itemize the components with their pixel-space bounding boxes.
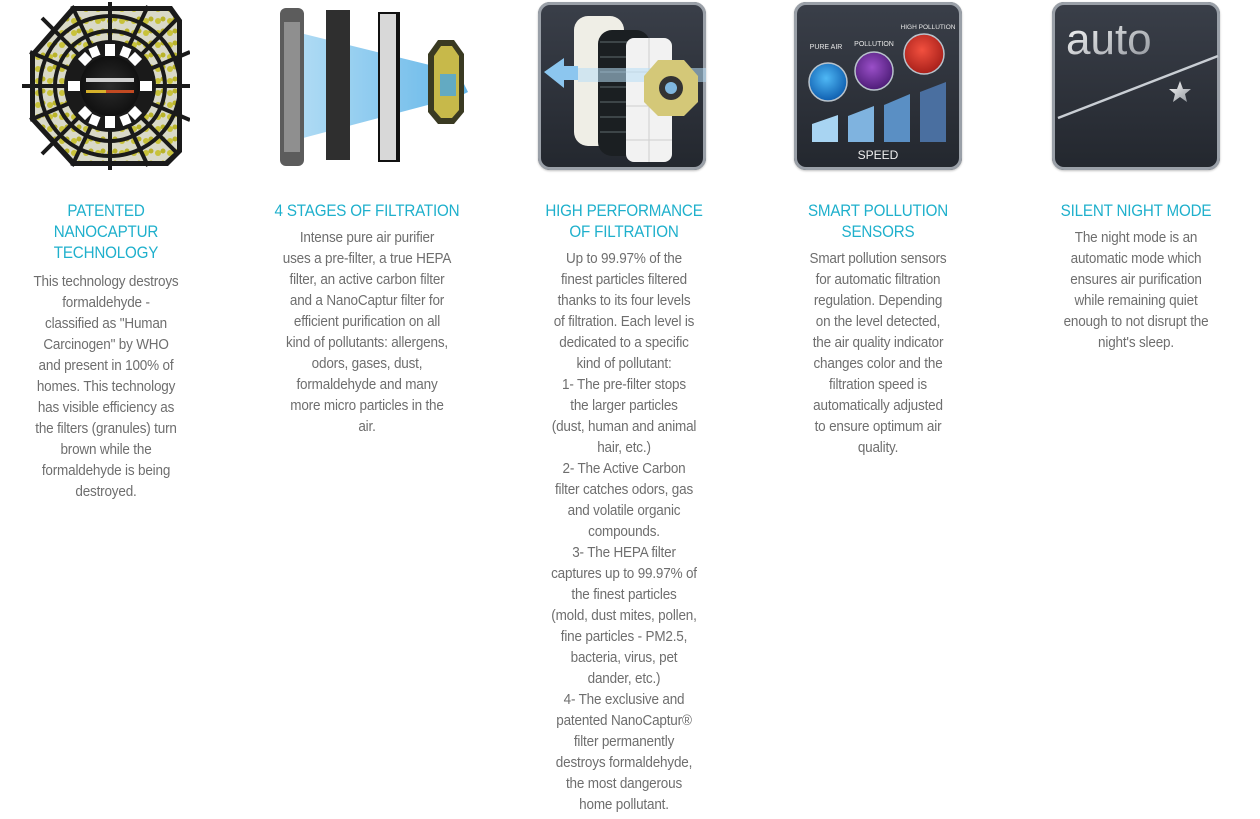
- description-line: captures up to 99.97% of: [551, 565, 697, 582]
- nanocaptur-filter-image: [22, 2, 190, 170]
- description-line: regulation. Depending: [813, 292, 943, 309]
- description-line: formaldehyde is being: [41, 462, 171, 479]
- description-line: formaldehyde -: [62, 294, 150, 311]
- description-line: destroyed.: [75, 483, 137, 500]
- high-performance-filtration-image: [538, 2, 706, 170]
- feature-title: [270, 201, 463, 222]
- pollution-indicator: [855, 52, 893, 90]
- description-line: odors, gases, dust,: [311, 355, 423, 372]
- title-line: TECHNOLOGY: [53, 244, 159, 262]
- description-line: to ensure optimum air: [814, 418, 942, 435]
- description-line: the finest particles: [571, 586, 677, 603]
- description-line: dander, etc.): [587, 670, 661, 687]
- description-line: filtration speed is: [829, 376, 927, 393]
- description-line: 3- The HEPA filter: [572, 544, 676, 561]
- description-line: night's sleep.: [1098, 334, 1174, 351]
- description-line: kind of pollutant:: [576, 355, 672, 372]
- description-line: This technology destroys: [33, 273, 179, 290]
- feature-title: [1044, 201, 1228, 222]
- description-line: on the level detected,: [815, 313, 941, 330]
- description-line: automatic mode which: [1070, 250, 1202, 267]
- description-line: quality.: [857, 439, 899, 456]
- description-line: fine particles - PM2.5,: [560, 628, 688, 645]
- description-line: homes. This technology: [36, 378, 176, 395]
- description-line: patented NanoCaptur®: [556, 712, 692, 729]
- pure-air-label: PURE AIR: [809, 44, 843, 51]
- speed-level-2: [848, 106, 874, 142]
- title-line: SILENT NIGHT MODE: [1060, 202, 1212, 220]
- high-pollution-label: HIGH POLLUTION: [900, 24, 956, 31]
- feature-description: [18, 271, 194, 502]
- description-line: hair, etc.): [597, 439, 651, 456]
- description-line: uses a pre-filter, a true HEPA: [282, 250, 452, 267]
- description-line: Intense pure air purifier: [299, 229, 435, 246]
- night-mode-image: [1052, 2, 1220, 170]
- description-line: automatically adjusted: [813, 397, 943, 414]
- feature-description: [1046, 227, 1226, 353]
- title-line: OF FILTRATION: [569, 223, 679, 241]
- speed-level-1: [812, 115, 838, 142]
- title-line: SENSORS: [841, 223, 915, 241]
- description-line: more micro particles in the: [290, 397, 444, 414]
- description-line: formaldehyde and many: [296, 376, 438, 393]
- speed-level-4: [920, 82, 946, 142]
- description-line: the most dangerous: [565, 775, 683, 792]
- description-line: home pollutant.: [579, 796, 669, 813]
- description-line: (mold, dust mites, pollen,: [551, 607, 697, 624]
- description-line: and present in 100% of: [38, 357, 174, 374]
- four-stage-filters-image: [258, 2, 478, 170]
- description-line: for automatic filtration: [815, 271, 941, 288]
- description-line: ensures air purification: [1070, 271, 1202, 288]
- pollution-label: POLLUTION: [854, 41, 894, 48]
- feature-description: [790, 248, 966, 458]
- description-line: (dust, human and animal: [551, 418, 697, 435]
- description-line: has visible efficiency as: [37, 399, 175, 416]
- description-line: the filters (granules) turn: [35, 420, 177, 437]
- title-line: PATENTED: [67, 202, 145, 220]
- description-line: of filtration. Each level is: [553, 313, 695, 330]
- description-line: finest particles filtered: [560, 271, 688, 288]
- feature-description: [273, 227, 462, 437]
- pure-air-indicator: [809, 63, 847, 101]
- description-line: 4- The exclusive and: [563, 691, 685, 708]
- speed-label: SPEED: [857, 148, 899, 162]
- description-line: filter catches odors, gas: [554, 481, 694, 498]
- auto-label: auto: [1066, 15, 1152, 64]
- description-line: while remaining quiet: [1074, 292, 1198, 309]
- description-line: Carcinogen" by WHO: [43, 336, 169, 353]
- description-line: air.: [358, 418, 376, 435]
- feature-title: [16, 201, 196, 264]
- description-line: filter permanently: [573, 733, 675, 750]
- description-line: classified as "Human: [44, 315, 168, 332]
- description-line: and a NanoCaptur filter for: [289, 292, 445, 309]
- description-line: 1- The pre-filter stops: [562, 376, 686, 393]
- title-line: SMART POLLUTION: [807, 202, 949, 220]
- description-line: efficient purification on all: [293, 313, 441, 330]
- feature-title: [534, 201, 714, 243]
- description-line: brown while the: [60, 441, 152, 458]
- description-line: enough to not disrupt the: [1063, 313, 1209, 330]
- title-line: 4 STAGES OF FILTRATION: [274, 202, 460, 220]
- pollution-sensor-panel-image: [794, 2, 962, 170]
- star-icon: [1169, 81, 1191, 102]
- high-pollution-indicator: [904, 34, 944, 74]
- title-line: NANOCAPTUR: [53, 223, 159, 241]
- description-line: The night mode is an: [1074, 229, 1198, 246]
- description-line: and volatile organic: [567, 502, 681, 519]
- description-line: destroys formaldehyde,: [555, 754, 693, 771]
- description-line: the air quality indicator: [812, 334, 944, 351]
- description-line: Up to 99.97% of the: [566, 250, 682, 267]
- description-line: compounds.: [588, 523, 660, 540]
- description-line: kind of pollutants: allergens,: [286, 334, 448, 351]
- description-line: the larger particles: [570, 397, 678, 414]
- title-line: HIGH PERFORMANCE: [545, 202, 703, 220]
- description-line: bacteria, virus, pet: [570, 649, 678, 666]
- description-line: Smart pollution sensors: [809, 250, 947, 267]
- description-line: dedicated to a specific: [559, 334, 689, 351]
- description-line: filter, an active carbon filter: [289, 271, 445, 288]
- description-line: changes color and the: [813, 355, 943, 372]
- feature-title: [788, 201, 968, 243]
- feature-description: [536, 248, 712, 815]
- description-line: thanks to its four levels: [557, 292, 691, 309]
- speed-level-3: [884, 94, 910, 142]
- description-line: 2- The Active Carbon: [562, 460, 686, 477]
